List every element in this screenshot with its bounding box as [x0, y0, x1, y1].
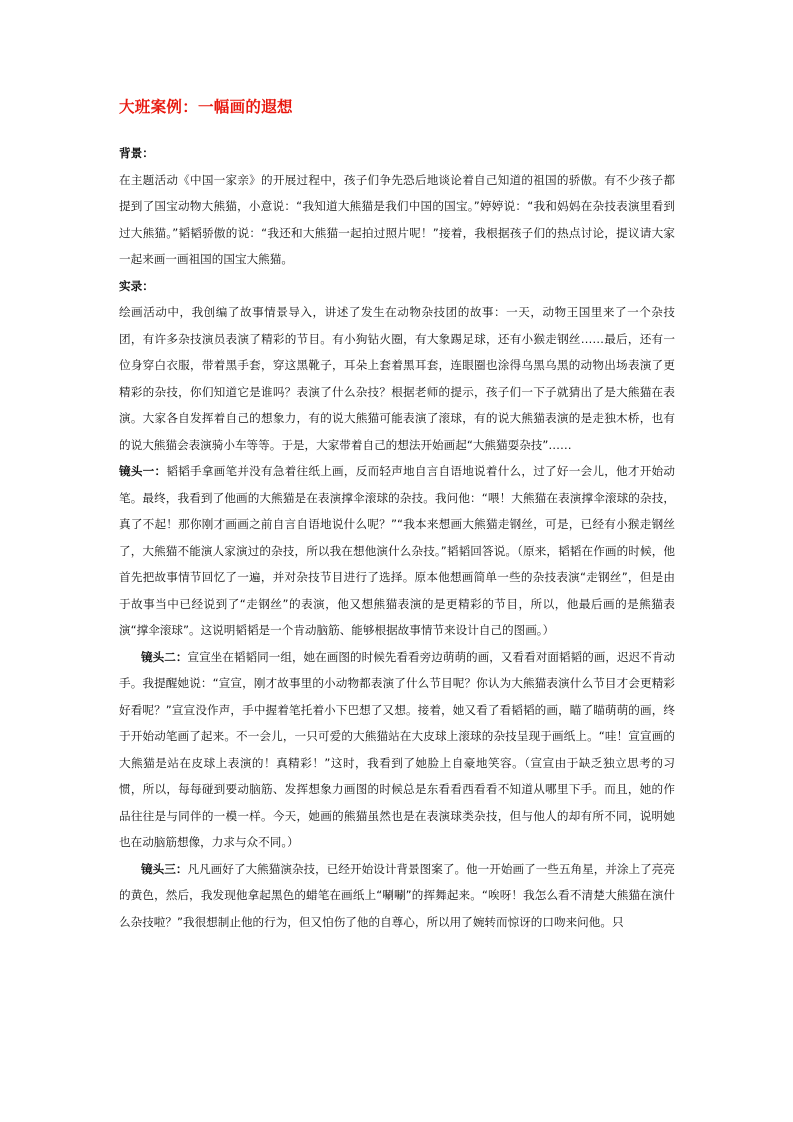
record-paragraph: 绘画活动中，我创编了故事情景导入，讲述了发生在动物杂技团的故事：一天，动物王国里来了一个杂技团，有许多杂技演员表演了精彩的节目。有小狗钻火圈，有大象踢足球，还有小猴走钢丝……最后，还有一位身穿白衣服，带着黑手套，穿这黑靴子，耳朵上套着黑耳套，连眼圈也涂得乌黑乌黑的动物出场表演了更精彩的杂技，你们知道它是谁吗？表演了什么杂技？根据老师的提示，孩子们一下子就猜出了是大熊猫在表演。大家各自发挥着自己的想象力，有的说大熊猫可能表演了滚球，有的说大熊猫表演的是走独木桥，也有的说大熊猫会表演骑小车等等。于是，大家带着自己的想法开始画起“大熊猫耍杂技”…… — [119, 305, 675, 452]
lens2-paragraph — [119, 644, 675, 856]
lens3-label: 镜头三： — [141, 861, 188, 876]
document-body — [119, 140, 675, 935]
lens2-text: 宣宣坐在韬韬同一组，她在画图的时候先看看旁边萌萌的画，又看看对面韬韬的画，迟迟不肯动手。我提醒她说：“宣宣，刚才故事里的小动物都表演了什么节目呢？你认为大熊猫表演什么节目才会更精彩好看呢？”宣宣没作声，手中握着笔托着小下巴想了又想。接着，她又看了看韬韬的画，瞄了瞄萌萌的画，终于开始动笔画了起来。不一会儿，一只可爱的大熊猫站在大皮球上滚球的杂技呈现于画纸上。“哇！宣宣画的大熊猫是站在皮球上表演的！真精彩！”这时，我看到了她脸上自豪地笑容。（宣宣由于缺乏独立思考的习惯，所以，每每碰到要动脑筋、发挥想象力画图的时候总是东看看西看看不知道从哪里下手。而且，她的作品往往是与同伴的一模一样。今天，她画的熊猫虽然也是在表演球类杂技，但与他人的却有所不同，说明她也在动脑筋想像，力求与众不同。） — [119, 649, 675, 849]
lens3-paragraph — [119, 856, 675, 936]
background-paragraph: 在主题活动《中国一家亲》的开展过程中，孩子们争先恐后地谈论着自己知道的祖国的骄傲。有不少孩子都提到了国宝动物大熊猫，小意说：“我知道大熊猫是我们中国的国宝。”婷婷说：“我和妈妈在杂技表演里看到过大熊猫。”韬韬骄傲的说：“我还和大熊猫一起拍过照片呢！”接着，我根据孩子们的热点讨论，提议请大家一起来画一画祖国的国宝大熊猫。 — [119, 172, 675, 266]
lens1-paragraph — [119, 458, 675, 644]
background-heading: 背景： — [119, 146, 154, 160]
page-title: 大班案例：一幅画的遐想 — [119, 98, 293, 116]
lens1-text: 韬韬手拿画笔并没有急着往纸上画，反而轻声地自言自语地说着什么，过了好一会儿，他才开始动笔。最终，我看到了他画的大熊猫是在表演撑伞滚球的杂技。我问他：“喂！大熊猫在表演撑伞滚球的杂技，真了不起！那你刚才画画之前自言自语地说什么呢？”“我本来想画大熊猫走钢丝，可是，已经有小猴走钢丝了，大熊猫不能演人家演过的杂技，所以我在想他演什么杂技。”韬韬回答说。（原来，韬韬在作画的时候，他首先把故事情节回忆了一遍，并对杂技节目进行了选择。原本他想画简单一些的杂技表演“走钢丝”，但是由于故事当中已经说到了“走钢丝”的表演，他又想熊猫表演的是更精彩的节目，所以，他最后画的是熊猫表演“撑伞滚球”。这说明韬韬是一个肯动脑筋、能够根据故事情节来设计自己的图画。） — [119, 464, 675, 637]
record-heading: 实录： — [119, 278, 154, 293]
lens1-label: 镜头一： — [119, 464, 167, 478]
lens2-label: 镜头二： — [141, 649, 188, 664]
lens3-text: 凡凡画好了大熊猫演杂技，已经开始设计背景图案了。他一开始画了一些五角星，并涂上了亮亮的黄色，然后，我发现他拿起黑色的蜡笔在画纸上“唰唰”的挥舞起来。“唉呀！我怎么看不清楚大熊猫在演什么杂技啦？”我很想制止他的行为，但又怕伤了他的自尊心，所以用了婉转而惊讶的口吻来问他。只 — [119, 861, 675, 929]
